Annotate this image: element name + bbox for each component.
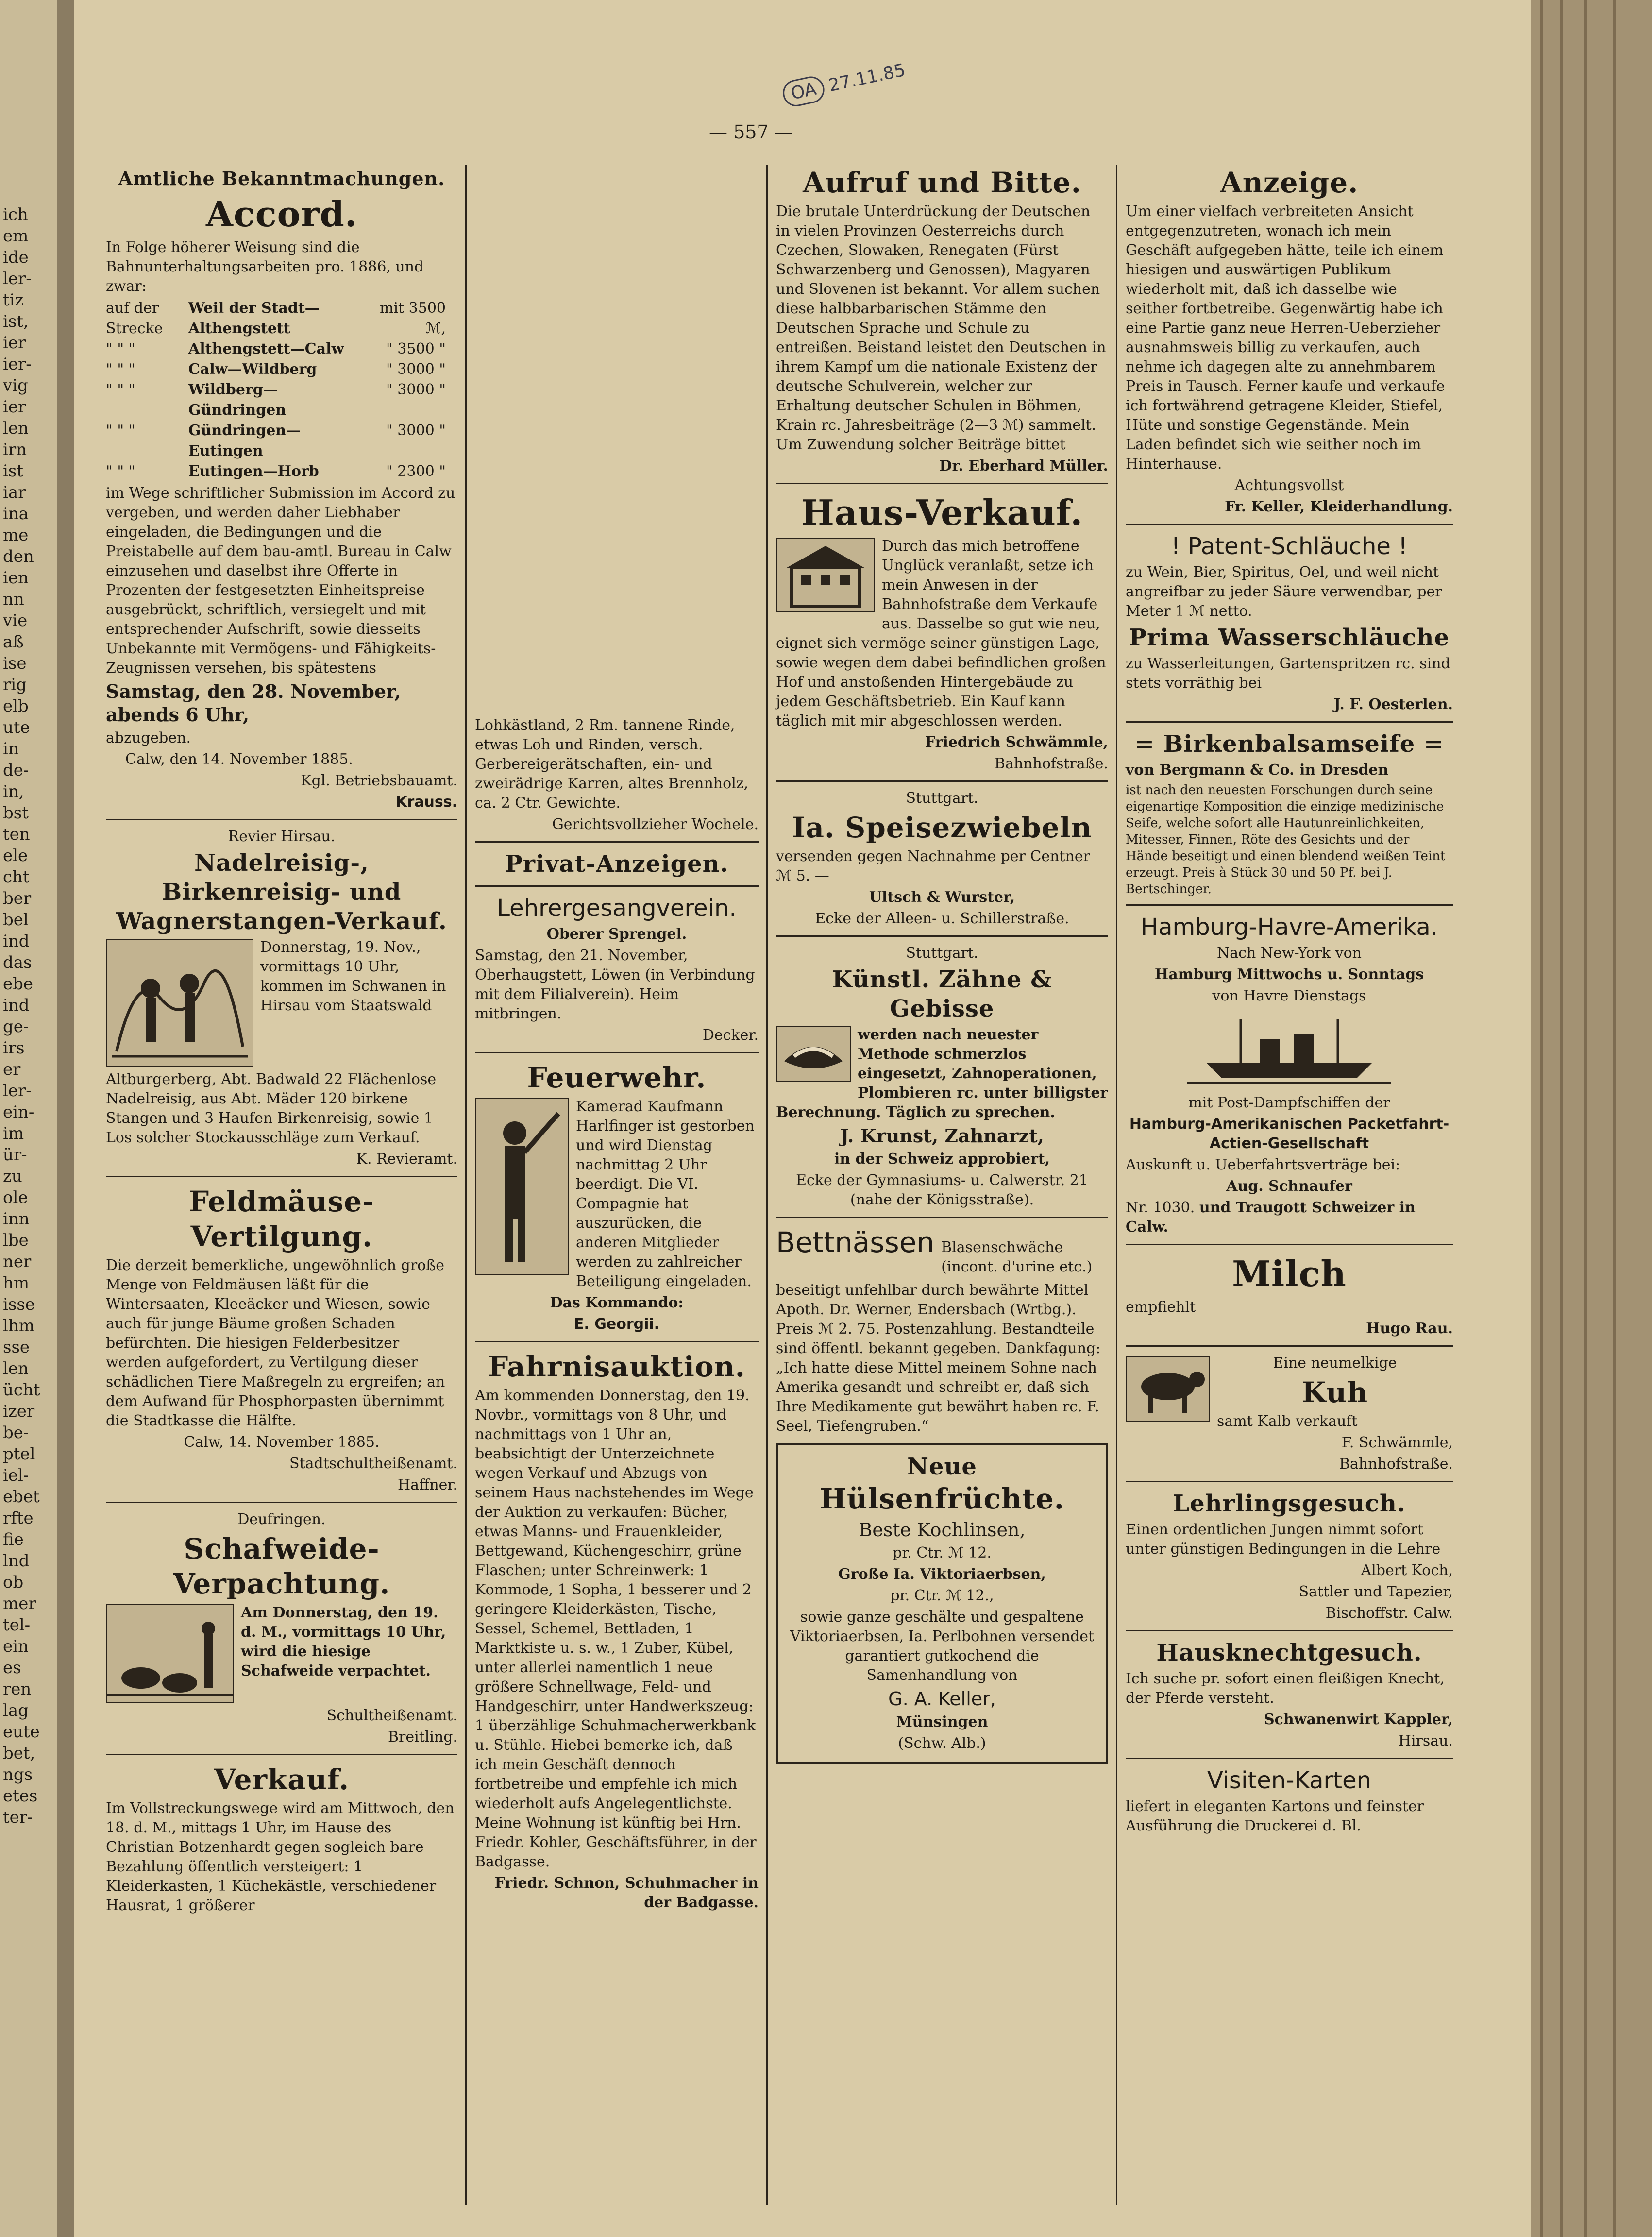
fragment-line: ob xyxy=(3,1573,24,1592)
feuer-sign2: E. Georgii. xyxy=(573,1316,660,1333)
fragment-line: ücht xyxy=(3,1380,40,1400)
patent-body: zu Wein, Bier, Spiritus, Oel, und weil nicht angreifbar zu jeder Säure verwendbar, per Meter 1 ℳ netto. xyxy=(1126,564,1442,620)
fragment-line: ten xyxy=(3,825,30,844)
bett-sub: Blasenschwäche (incont. d'urine etc.) xyxy=(941,1239,1093,1275)
route-name: Calw—Wildberg xyxy=(188,361,317,378)
schaf-place: Deufringen. xyxy=(237,1511,326,1528)
route-amount: mit 3500 ℳ, xyxy=(380,300,446,337)
fragment-line: ole xyxy=(3,1188,28,1207)
divider xyxy=(106,1176,457,1177)
feld-body: Die derzeit bemerkliche, ungewöhnlich große Menge von Feldmäusen läßt für die Wintersaaten, Kleeäcker und Wiesen, sowie auch für junge Bäume großen Schaden befürchten. Die hiesigen Felderbesitzer werden aufgefordert, zu Vertilgung dieser schädlichen Tiere Maßregeln zu ergreifen; an dem Aufwand für Phosphorpasten übernimmt die Stadtkasse die Hälfte. xyxy=(106,1257,445,1429)
divider xyxy=(475,885,759,887)
fragment-line: ler- xyxy=(3,269,32,288)
ad-title-lehrling: Lehrlingsgesuch. xyxy=(1173,1490,1406,1517)
fragment-line: ber xyxy=(3,889,32,908)
hulsen-region: (Schw. Alb.) xyxy=(898,1735,986,1752)
page-number: — 557 — xyxy=(709,121,793,143)
fragment-line: ier xyxy=(3,397,26,417)
fragment-line: etes xyxy=(3,1786,38,1806)
woodcutters-illustration xyxy=(106,939,253,1067)
fragment-line: tel- xyxy=(3,1615,31,1635)
fragment-line: be- xyxy=(3,1423,29,1442)
speise-firm: Ultsch & Wurster, xyxy=(869,889,1015,906)
kuh-body: samt Kalb verkauft xyxy=(1217,1413,1358,1430)
divider xyxy=(475,841,759,843)
feld-authority: Stadtschultheißenamt. xyxy=(289,1455,457,1472)
anzeige-body: Um einer vielfach verbreiteten Ansicht entgegenzutreten, wonach ich mein Geschäft aufgegeben hätte, teile ich einem hiesigen und auswärtigen Publikum wiederholt mit, daß ich dasselbe wie seither fortbetreibe. Gegenwärtig habe ich eine Partie ganz neue Herren-Ueberzieher ausnahmsweis billig zu verkaufen, auch nehme ich dagegen alte zu annehmbarem Preis in Tausch. Ferner kaufe und verkaufe ich fortwährend getragene Kleider, Stiefel, Hüte und sonstige Gegenstände. Mein Laden befindet sich wie seither noch im Hinterhause. xyxy=(1126,203,1445,473)
divider xyxy=(776,780,1108,782)
cow-illustration xyxy=(1126,1356,1210,1422)
hulsen-line2: pr. Ctr. ℳ 12. xyxy=(893,1544,992,1561)
fragment-line: lag xyxy=(3,1701,29,1720)
ad-title-bettnaessen: Bettnässen xyxy=(776,1226,935,1259)
fragment-line: len xyxy=(3,1359,29,1378)
fragment-line: ngs xyxy=(3,1765,33,1784)
fragment-line: ge- xyxy=(3,1017,29,1036)
divider xyxy=(776,483,1108,484)
anzeige-greeting: Achtungsvollst xyxy=(1234,477,1344,494)
fragment-line: nn xyxy=(3,590,24,609)
fragment-line: elb xyxy=(3,696,29,716)
book-gutter xyxy=(57,0,74,2237)
fragment-line: ind xyxy=(3,996,30,1015)
section-heading: Amtliche Bekanntmachungen. xyxy=(118,168,445,189)
hh-nr: Nr. 1030. xyxy=(1126,1199,1195,1216)
verkauf-body: Im Vollstreckungswege wird am Mittwoch, den 18. d. M., mittags 1 Uhr, im Hause des Christian Botzenhardt gegen sogleich bare Bezahlung öffentlich versteigert: 1 Kleiderkasten, 1 Küchekästle, verschiedener Hausrat, 1 größerer xyxy=(106,1800,455,1914)
fragment-line: tiz xyxy=(3,290,24,310)
divider xyxy=(1126,1345,1453,1347)
ad-title-milch: Milch xyxy=(1232,1253,1347,1294)
lehr-trade: Sattler und Tapezier, xyxy=(1298,1583,1453,1600)
ad-title-feldmaeuse: Feldmäuse-Vertilgung. xyxy=(188,1185,375,1253)
route-name: Gündringen—Eutingen xyxy=(188,422,301,459)
hausk-signer: Schwanenwirt Kappler, xyxy=(1264,1711,1453,1728)
fragment-line: ein- xyxy=(3,1102,34,1122)
hulsen-title1: Neue xyxy=(907,1453,977,1480)
route-prefix: " " " xyxy=(106,361,135,378)
fahr-signer: Friedr. Schnon, Schuhmacher in der Badgasse. xyxy=(494,1875,759,1911)
ad-title-zaehne: Künstl. Zähne & Gebisse xyxy=(832,966,1052,1022)
divider xyxy=(106,819,457,820)
stamp-date: 27.11.85 xyxy=(826,60,908,96)
ad-title-anzeige: Anzeige. xyxy=(1220,166,1359,199)
previous-page-strip xyxy=(0,0,57,2237)
fragment-line: ist, xyxy=(3,312,29,331)
hirsau-items: Altburgerberg, Abt. Badwald 22 Flächenlose Nadelreisig, aus Abt. Mäder 120 birkene Stangen und 3 Haufen Birkenreisig, sowie 1 Los solcher Stockausschläge zum Verkauf. xyxy=(106,1071,437,1146)
accord-deadline-after: abzugeben. xyxy=(106,729,191,746)
hirsau-text: Donnerstag, 19. Nov., vormittags 10 Uhr, kommen im Schwanen in Hirsau vom Staatswald xyxy=(260,939,446,1014)
route-amount: " 3000 " xyxy=(386,381,446,398)
haus-signer2: Bahnhofstraße. xyxy=(994,755,1108,772)
accord-route-row xyxy=(106,298,457,339)
route-prefix: " " " xyxy=(106,381,135,398)
accord-deadline: Samstag, den 28. November, abends 6 Uhr, xyxy=(106,680,401,726)
fahr-body: Am kommenden Donnerstag, den 19. Novbr., vormittags von 8 Uhr, und nachmittags von 1 Uhr an, beabsichtigt der Unterzeichnete wegen Verkauf und Abzugs von seinem Haus nachstehendes im Wege der Auktion zu verkaufen: Bücher, etwas Manns- und Frauenkleider, Bettgewand, Küchengeschirr, grüne Flaschen; unter Schreinwerk: 1 Kommode, 1 Sopha, 1 besserer und 2 geringere Kleiderkästen, Tische, Sessel, Schemel, Bettladen, 1 Marktkiste u. s. w., 1 Zuber, Kübel, unter allerlei namentlich 1 neue größere Schnellwage, Feld- und Handgeschirr, unter Handwerkszeug: 1 überzählige Schuhmacherwerkbank u. Stühle. Hiebei bemerke ich, daß ich mein Geschäft dennoch fortbetreibe und empfehle ich mich wiederholt aufs Angelegentlichste. Meine Wohnung ist künftig bei Hrn. Friedr. Kohler, Geschäftsführer, in der Badgasse. xyxy=(475,1387,757,1870)
haus-signer: Friedrich Schwämmle, xyxy=(925,734,1108,751)
fragment-line: es xyxy=(3,1658,21,1678)
ad-title-kuh: Kuh xyxy=(1301,1376,1368,1409)
fragment-line: eute xyxy=(3,1722,40,1742)
shepherd-illustration xyxy=(106,1604,234,1703)
ad-title-verkauf: Verkauf. xyxy=(214,1763,350,1796)
fragment-line: len xyxy=(3,419,29,438)
zahn-name: J. Krunst, Zahnarzt, xyxy=(840,1125,1044,1147)
feuer-sign1: Das Kommando: xyxy=(550,1294,684,1311)
birken-body: ist nach den neuesten Forschungen durch seine eigenartige Komposition die einzige medizinische Seife, welche sofort alle Hautunreinlichkeiten, Mitesser, Finnen, Röte des Gesichts und der Hände beseitigt und einen blendend weißen Teint erzeugt. Preis à Stück 30 und 50 Pf. bei J. Bertschinger. xyxy=(1126,783,1446,897)
route-name: Wildberg—Gündringen xyxy=(188,381,287,419)
ad-title-birkenbalsam: = Birkenbalsamseife = xyxy=(1134,730,1444,758)
hulsen-line1: Beste Kochlinsen, xyxy=(859,1519,1026,1541)
accord-signer: Krauss. xyxy=(396,794,457,811)
feld-signer: Haffner. xyxy=(397,1476,457,1493)
previous-page-fragments xyxy=(3,204,55,1828)
aufruf-signer: Dr. Eberhard Müller. xyxy=(939,458,1108,475)
ad-title-accord: Accord. xyxy=(206,193,357,235)
fragment-line: ele xyxy=(3,846,28,865)
fragment-line: lnd xyxy=(3,1551,30,1571)
column-3 xyxy=(767,165,1117,2205)
lehr-signer: Albert Koch, xyxy=(1361,1562,1453,1579)
divider xyxy=(1126,904,1453,906)
divider xyxy=(1126,1758,1453,1759)
fragment-line: ptel xyxy=(3,1444,35,1464)
fragment-line: izer xyxy=(3,1402,35,1421)
fragment-line: iar xyxy=(3,483,26,502)
divider xyxy=(106,1502,457,1503)
fragment-line: aß xyxy=(3,632,24,652)
fragment-line: me xyxy=(3,525,29,545)
lehr-addr: Bischoffstr. Calw. xyxy=(1325,1605,1453,1622)
ad-title-prima: Prima Wasserschläuche xyxy=(1129,624,1450,651)
ad-title-fahrnis: Fahrnisauktion. xyxy=(488,1350,745,1383)
fragment-line: ier- xyxy=(3,355,32,374)
fragment-line: vig xyxy=(3,376,28,395)
fragment-line: ina xyxy=(3,504,29,524)
hulsen-line5: sowie ganze geschälte und gespaltene Viktoriaerbsen, Ia. Perlbohnen versendet garantiert gutkochend die Samenhandlung von xyxy=(790,1609,1095,1684)
ad-title-feuerwehr: Feuerwehr. xyxy=(527,1061,707,1094)
ad-title-speisezwiebeln: Ia. Speisezwiebeln xyxy=(792,811,1092,844)
section-privat: Privat-Anzeigen. xyxy=(505,850,729,878)
route-prefix: " " " xyxy=(106,422,135,439)
accord-intro: In Folge höherer Weisung sind die Bahnunterhaltungsarbeiten pro. 1886, und zwar: xyxy=(106,239,424,295)
hausk-body: Ich suche pr. sofort einen fleißigen Knecht, der Pferde versteht. xyxy=(1126,1670,1445,1707)
schaf-signer: Breitling. xyxy=(388,1729,457,1746)
accord-route-row xyxy=(106,461,457,482)
huelsenfruechte-box xyxy=(776,1443,1108,1764)
feuer-body: Kamerad Kaufmann Harlfinger ist gestorben und wird Dienstag nachmittag 2 Uhr beerdigt. Die VI. Compagnie hat auszurücken, die anderen Mitglieder werden zu zahlreicher Beteiligung eingeladen. xyxy=(576,1098,755,1290)
ad-title-hamburg-havre: Hamburg-Havre-Amerika. xyxy=(1140,914,1438,941)
lohk-signer: Gerichtsvollzieher Wochele. xyxy=(552,816,759,833)
fragment-line: ich xyxy=(3,205,28,224)
divider xyxy=(475,1341,759,1342)
fragment-line: de- xyxy=(3,761,29,780)
hh-agent1: Aug. Schnaufer xyxy=(1226,1178,1352,1195)
milch-text: empfiehlt xyxy=(1126,1299,1196,1316)
column-2 xyxy=(466,165,767,2205)
hh-company: Hamburg-Amerikanischen Packetfahrt-Actien-Gesellschaft xyxy=(1129,1116,1450,1152)
divider xyxy=(106,1754,457,1755)
fragment-line: bet, xyxy=(3,1744,35,1763)
fragment-line: in xyxy=(3,739,19,759)
fragment-line: ren xyxy=(3,1679,32,1699)
ad-title-nadelreisig: Nadelreisig-, Birkenreisig- und Wagnerstangen-Verkauf. xyxy=(116,849,447,935)
speise-place: Stuttgart. xyxy=(906,790,978,807)
fragment-line: irs xyxy=(3,1038,25,1058)
fragment-line: iel- xyxy=(3,1466,29,1485)
lehrer-body: Samstag, den 21. November, Oberhaugstett, Löwen (in Verbindung mit dem Filialverein). Heim mitbringen. xyxy=(475,947,755,1022)
fragment-line: ind xyxy=(3,932,30,951)
accord-route-row xyxy=(106,359,457,380)
feld-date: Calw, 14. November 1885. xyxy=(184,1434,380,1451)
route-amount: " 3000 " xyxy=(386,361,446,378)
steamship-illustration xyxy=(1126,1010,1453,1089)
route-name: Althengstett—Calw xyxy=(188,340,344,357)
accord-body: im Wege schriftlicher Submission im Accord zu vergeben, und werden daher Liebhaber eingeladen, die Bedingungen und die Preistabelle auf dem bau-amtl. Bureau in Calw einzusehen und daselbst ihre Offerte in Prozenten der festgesetzten Einheitspreise ausgebrückt, schriftlich, versiegelt und mit entsprechender Aufschrift, sowie diesseits Unbekannte mit Vermögens- und Fähigkeits-Zeugnissen versehen, bis spätestens xyxy=(106,485,455,677)
schaf-authority: Schultheißenamt. xyxy=(326,1707,457,1724)
prima-signer: J. F. Oesterlen. xyxy=(1333,696,1453,713)
ad-title-huelsenfruechte: Hülsenfrüchte. xyxy=(820,1482,1064,1515)
ad-title-hausknecht: Hausknechtgesuch. xyxy=(1156,1639,1422,1666)
fragment-line: ter- xyxy=(3,1808,33,1827)
divider xyxy=(475,1052,759,1053)
fragment-line: ier xyxy=(3,333,26,353)
fragment-line: bel xyxy=(3,910,29,930)
fragment-line: isse xyxy=(3,1295,35,1314)
route-amount: " 3000 " xyxy=(386,422,446,439)
lehr-body: Einen ordentlichen Jungen nimmt sofort unter günstigen Bedingungen in die Lehre xyxy=(1126,1521,1441,1558)
fragment-line: ebet xyxy=(3,1487,40,1507)
ad-title-hausverkauf: Haus-Verkauf. xyxy=(801,492,1083,533)
stamp-code: OA xyxy=(780,74,827,109)
route-prefix: " " " xyxy=(106,340,135,357)
fragment-line: rig xyxy=(3,675,27,695)
fragment-line: zu xyxy=(3,1167,22,1186)
fragment-line: mer xyxy=(3,1594,36,1613)
fragment-line: ein xyxy=(3,1637,29,1656)
haus-body: Durch das mich betroffene Unglück veranlaßt, setze ich mein Anwesen in der Bahnhofstraße dem Verkaufe aus. Dasselbe so gut wie neu, eignet sich vermöge seiner günstigen Lage, sowie wegen dem dabei befindlichen großen Hof und anstoßenden Hintergebäude zu jedem Geschäftsbetrieb. Ein Kauf kann täglich mit mir abgeschlossen werden. xyxy=(776,538,1106,729)
kuh-signer: F. Schwämmle, xyxy=(1341,1434,1453,1451)
route-name: Weil der Stadt—Althengstett xyxy=(188,300,320,337)
fragment-line: ür- xyxy=(3,1145,27,1165)
column-1 xyxy=(97,165,466,2205)
hh-agents xyxy=(1126,1198,1453,1237)
fragment-line: cht xyxy=(3,867,30,887)
hausk-place: Hirsau. xyxy=(1398,1732,1453,1749)
divider xyxy=(1126,721,1453,723)
ad-title-schafweide: Schafweide-Verpachtung. xyxy=(173,1532,390,1600)
fragment-line: sse xyxy=(3,1338,30,1357)
lehrer-signer: Decker. xyxy=(702,1027,759,1044)
anzeige-signer: Fr. Keller, Kleiderhandlung. xyxy=(1225,498,1453,515)
accord-place-date: Calw, den 14. November 1885. xyxy=(125,751,353,768)
hh-line2: Hamburg Mittwochs u. Sonntags xyxy=(1154,966,1424,983)
hulsen-firm: G. A. Keller, xyxy=(888,1688,996,1710)
bett-header xyxy=(776,1225,1108,1279)
hirsau-revier: Revier Hirsau. xyxy=(228,828,336,845)
fragment-line: ler- xyxy=(3,1081,32,1101)
house-illustration xyxy=(776,538,875,612)
accord-route-row xyxy=(106,339,457,359)
fragment-line: ebe xyxy=(3,974,34,994)
route-name: Eutingen—Horb xyxy=(188,463,319,480)
fragment-line: irn xyxy=(3,440,27,459)
fragment-line: im xyxy=(3,1124,24,1143)
ad-title-visiten: Visiten-Karten xyxy=(1207,1767,1372,1794)
zahn-place: Stuttgart. xyxy=(906,945,978,962)
visit-body: liefert in eleganten Kartons und feinster Ausführung die Druckerei d. Bl. xyxy=(1126,1798,1424,1834)
fragment-line: lbe xyxy=(3,1231,29,1250)
fragment-line: rfte xyxy=(3,1508,34,1528)
birken-firm: von Bergmann & Co. in Dresden xyxy=(1126,762,1389,779)
zahn-addr: Ecke der Gymnasiums- u. Calwerstr. 21 (nahe der Königsstraße). xyxy=(796,1172,1088,1208)
page-edge-stack xyxy=(1531,0,1652,2237)
fragment-line: hm xyxy=(3,1273,30,1293)
column-4 xyxy=(1117,165,1462,2205)
hulsen-line3: Große Ia. Viktoriaerbsen, xyxy=(838,1566,1046,1583)
fragment-line: ner xyxy=(3,1252,32,1271)
accord-route-row xyxy=(106,380,457,421)
accord-route-list xyxy=(106,298,457,482)
prima-body: zu Wasserleitungen, Gartenspritzen rc. sind stets vorräthig bei xyxy=(1126,655,1450,692)
hh-line3: von Havre Dienstags xyxy=(1212,987,1366,1004)
ad-title-lehrer: Lehrergesangverein. xyxy=(497,895,737,922)
ad-title-patent: ! Patent-Schläuche ! xyxy=(1171,533,1408,560)
route-amount: " 2300 " xyxy=(386,463,446,480)
fragment-line: ise xyxy=(3,654,27,673)
fragment-line: inn xyxy=(3,1209,30,1229)
divider xyxy=(1126,1244,1453,1245)
lehrer-sub: Oberer Sprengel. xyxy=(546,926,687,943)
route-prefix: " " " xyxy=(106,463,135,480)
route-amount: " 3500 " xyxy=(386,340,446,357)
milch-signer: Hugo Rau. xyxy=(1366,1320,1453,1337)
hh-info: Auskunft u. Ueberfahrtsverträge bei: xyxy=(1126,1156,1400,1173)
lohk-text: Lohkästland, 2 Rm. tannene Rinde, etwas Loh und Rinden, versch. Gerbereigerätschaften, ein- und zweirädrige Karren, altes Brennholz, ca. 2 Ctr. Gewichte. xyxy=(475,717,749,812)
hirsau-signer: K. Revieramt. xyxy=(356,1151,457,1168)
fragment-line: ien xyxy=(3,568,29,588)
zahn-approved: in der Schweiz approbiert, xyxy=(834,1151,1050,1168)
fragment-line: er xyxy=(3,1060,21,1079)
fragment-line: in, xyxy=(3,782,24,801)
accord-authority: Kgl. Betriebsbauamt. xyxy=(301,772,457,789)
hh-ship: mit Post-Dampfschiffen der xyxy=(1188,1094,1390,1111)
fragment-line: ist xyxy=(3,461,23,481)
divider xyxy=(1126,524,1453,525)
zahn-body: werden nach neuester Methode schmerzlos eingesetzt, Zahnoperationen, Plombieren rc. unter billigster Berechnung. Täglich zu sprechen. xyxy=(776,1026,1108,1121)
fragment-line: vie xyxy=(3,611,28,630)
divider xyxy=(776,1217,1108,1218)
fireman-illustration xyxy=(475,1098,569,1275)
fragment-line: fie xyxy=(3,1530,24,1549)
hulsen-line4: pr. Ctr. ℳ 12., xyxy=(890,1587,994,1604)
dentures-illustration xyxy=(776,1026,851,1082)
divider xyxy=(1126,1630,1453,1631)
route-prefix: auf der Strecke xyxy=(106,300,163,337)
speise-body: versenden gegen Nachnahme per Centner ℳ 5. — xyxy=(776,848,1090,884)
fragment-line: ide xyxy=(3,248,29,267)
fragment-line: den xyxy=(3,547,34,566)
hulsen-place: Münsingen xyxy=(896,1713,988,1730)
bett-body: beseitigt unfehlbar durch bewährte Mittel Apoth. Dr. Werner, Endersbach (Wrtbg.). Preis ℳ 2. 75. Postenzahlung. Bestandteile sind öffentl. bekannt gegeben. Dankfagung: „Ich hatte diese Mittel meinem Sohne nach Amerika gesandt und schreibt er, daß sich Ihre Medikamente gut bewährt haben rc. F. Seel, Tiefengruben.“ xyxy=(776,1282,1101,1435)
divider xyxy=(1126,1481,1453,1482)
kuh-addr: Bahnhofstraße. xyxy=(1339,1456,1453,1473)
aufruf-body: Die brutale Unterdrückung der Deutschen in vielen Provinzen Oesterreichs durch Czechen, Slowaken, Renegaten (Fürst Schwarzenberg und Genossen), Magyaren und Slovenen ist bekannt. Vor allem suchen diese halbbarbarischen Stämme den Deutschen Sprache und Schule zu entreißen. Beistand leistet den Deutschen in ihrem Kampf um die nationale Existenz der deutsche Schulverein, welcher zur Erhaltung deutscher Schulen in Böhmen, Krain rc. Jahresbeiträge (2—3 ℳ) sammelt. Um Zuwendung solcher Beiträge bittet xyxy=(776,203,1106,453)
fragment-line: das xyxy=(3,953,32,972)
fragment-line: bst xyxy=(3,803,29,823)
fragment-line: em xyxy=(3,226,29,246)
hh-agent2: und Traugott Schweizer in Calw. xyxy=(1126,1199,1416,1236)
hh-line1: Nach New-York von xyxy=(1217,945,1362,962)
ad-title-aufruf: Aufruf und Bitte. xyxy=(803,166,1081,199)
accord-route-row xyxy=(106,421,457,461)
speise-addr: Ecke der Alleen- u. Schillerstraße. xyxy=(815,910,1069,927)
fragment-line: ute xyxy=(3,718,30,737)
divider xyxy=(776,935,1108,937)
kuh-pre: Eine neumelkige xyxy=(1273,1355,1397,1372)
fragment-line: lhm xyxy=(3,1316,35,1336)
schaf-text: Am Donnerstag, den 19. d. M., vormittags 10 Uhr, wird die hiesige Schafweide verpachtet. xyxy=(241,1604,446,1679)
